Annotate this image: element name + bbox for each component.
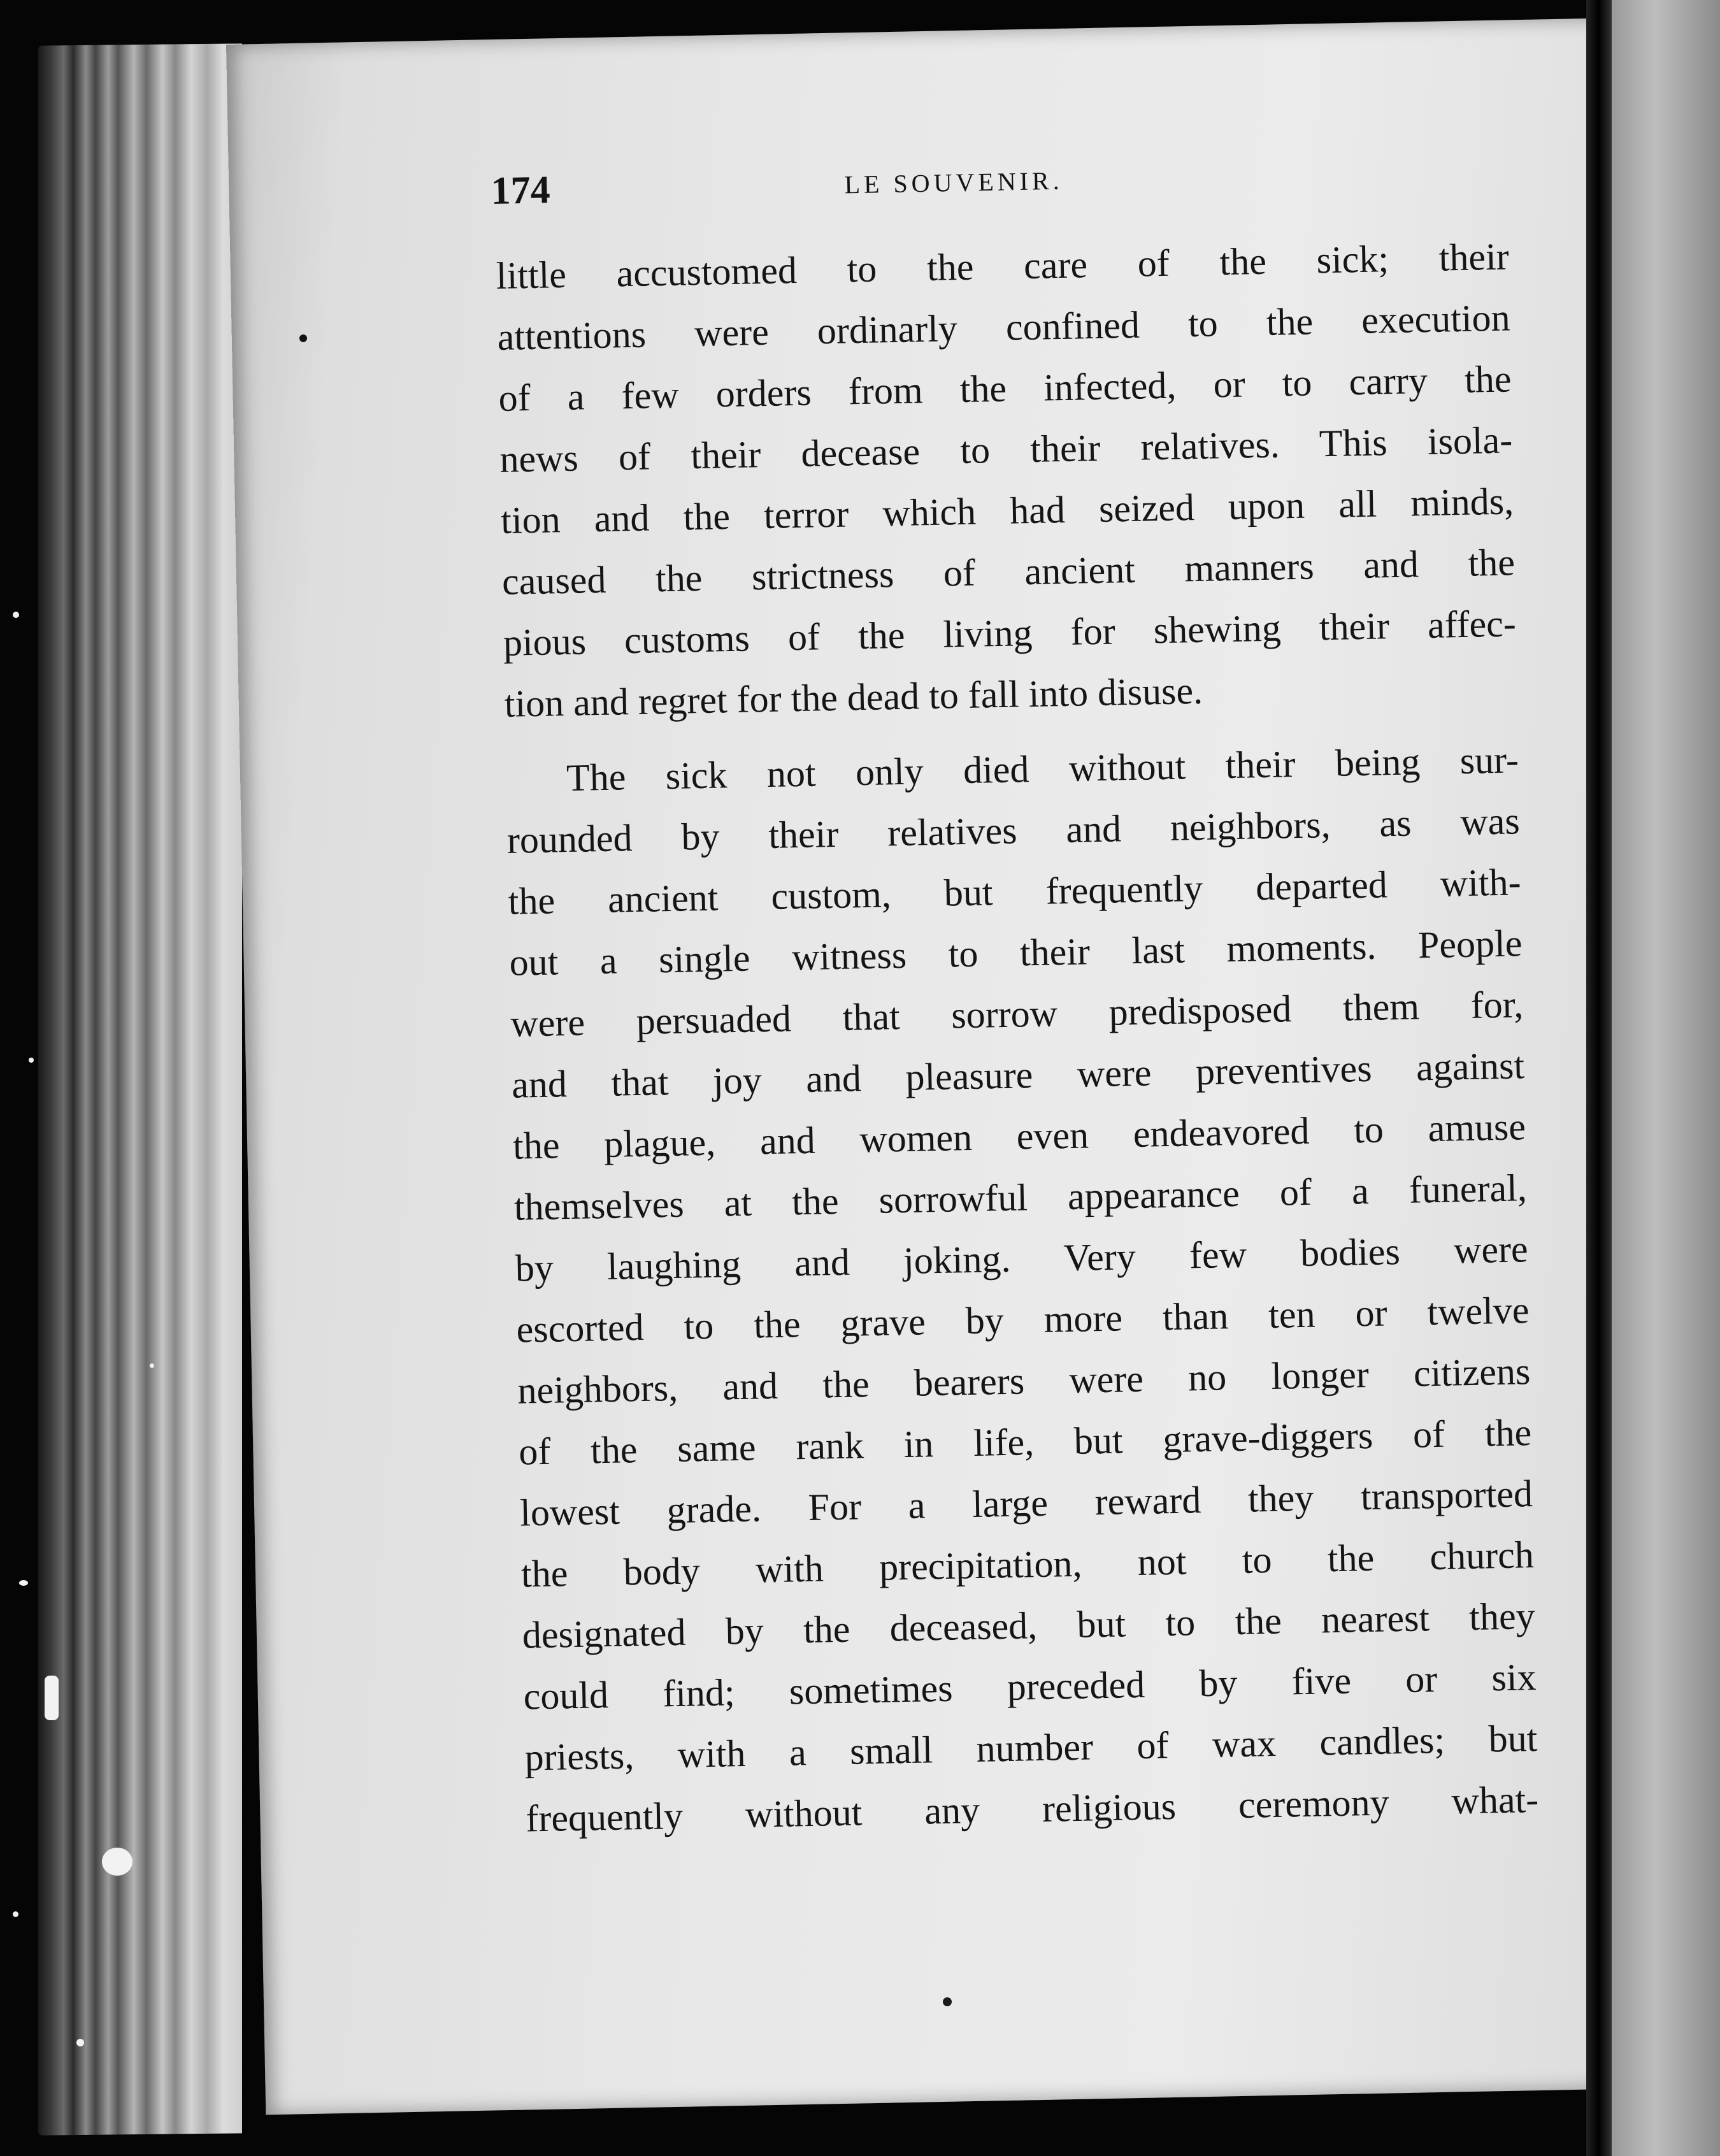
text-line: the plague, and women even endeavored to amuse xyxy=(512,1105,1526,1167)
text-line: frequently without any religious ceremony what- xyxy=(525,1778,1539,1840)
text-line: out a single witness to their last moments. People xyxy=(508,922,1523,984)
page-edges xyxy=(38,43,242,2135)
paragraph-1 xyxy=(496,226,1517,734)
dust-speck xyxy=(13,1911,18,1917)
dust-speck xyxy=(29,1058,34,1063)
dust-speck xyxy=(943,1997,952,2006)
text-line: the ancient custom, but frequently departed with- xyxy=(508,861,1522,923)
dust-speck xyxy=(19,1580,28,1586)
text-line: The sick not only died without their being sur- xyxy=(566,738,1519,800)
dust-speck xyxy=(13,612,19,618)
page-number: 174 xyxy=(491,168,551,213)
text-line: by laughing and joking. Very few bodies were xyxy=(515,1228,1529,1290)
text-line: were persuaded that sorrow predisposed them for, xyxy=(510,983,1524,1045)
text-line: of the same rank in life, but grave-diggers of the xyxy=(518,1411,1532,1473)
text-line: rounded by their relatives and neighbors, as was xyxy=(506,800,1521,861)
text-line: designated by the deceased, but to the nearest they xyxy=(522,1595,1536,1657)
text-line: lowest grade. For a large reward they transported xyxy=(519,1472,1533,1534)
text-line: attentions were ordinarly confined to the execution xyxy=(497,296,1511,358)
text-line: escorted to the grave by more than ten or twelve xyxy=(516,1289,1530,1351)
text-line: pious customs of the living for shewing their affec- xyxy=(503,602,1517,664)
text-line: priests, with a small number of wax candles; but xyxy=(524,1717,1538,1779)
text-line: caused the strictness of ancient manners and the xyxy=(501,541,1516,603)
body-text xyxy=(496,226,1539,1849)
dust-speck xyxy=(150,1363,154,1368)
text-line: little accustomed to the care of the sick; their xyxy=(496,235,1510,297)
dust-speck xyxy=(76,2039,84,2046)
text-line: the body with precipitation, not to the church xyxy=(520,1534,1535,1595)
text-line: could find; sometimes preceded by five or six xyxy=(523,1656,1537,1718)
paragraph-2 xyxy=(505,729,1539,1849)
text-line: tion and the terror which had seized upon all minds, xyxy=(500,480,1514,542)
text-line: of a few orders from the infected, or to carry the xyxy=(498,357,1512,419)
dust-speck xyxy=(102,1848,133,1876)
text-line: neighbors, and the bearers were no longer citizens xyxy=(517,1350,1531,1412)
text-line: news of their decease to their relatives. This isola- xyxy=(499,419,1513,480)
book-gutter xyxy=(1586,0,1612,2156)
text-line: themselves at the sorrowful appearance of a funeral, xyxy=(513,1167,1528,1228)
dust-speck xyxy=(299,334,307,342)
text-line: and that joy and pleasure were preventives against xyxy=(511,1044,1525,1106)
text-line: tion and regret for the dead to fall into disuse. xyxy=(504,669,1203,725)
dust-speck xyxy=(45,1676,59,1720)
running-title: LE SOUVENIR. xyxy=(844,166,1064,199)
facing-page-edge xyxy=(1612,0,1720,2156)
